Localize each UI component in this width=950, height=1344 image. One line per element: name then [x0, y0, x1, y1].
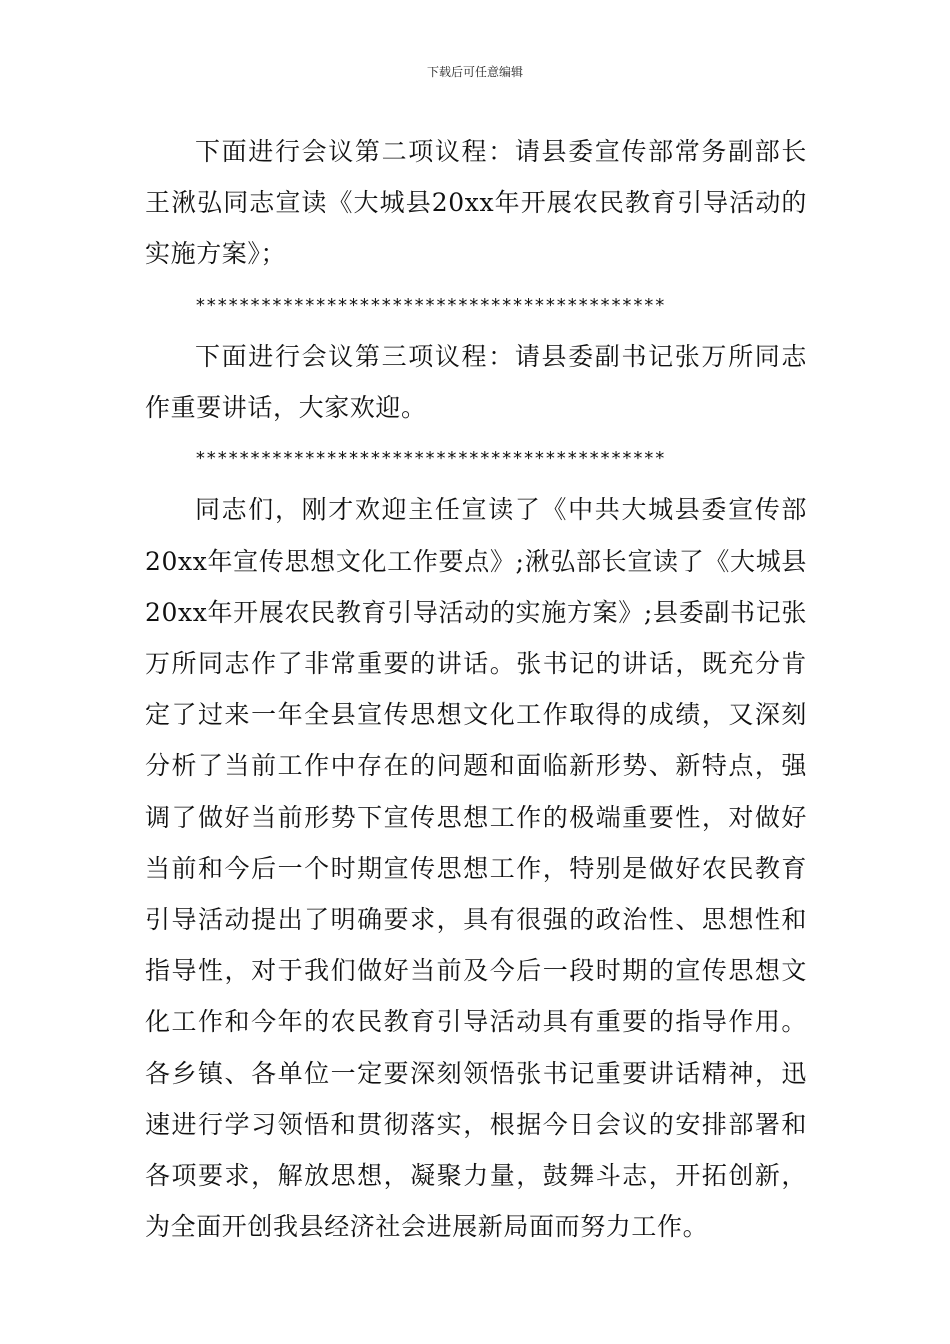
page-header-note: 下载后可任意编辑	[426, 65, 523, 79]
separator-line-2: *******************************************	[195, 448, 666, 470]
paragraph-closing-remarks: 同志们，刚才欢迎主任宣读了《中共大城县委宣传部20xx年宣传思想文化工作要点》;湫弘部长宣读了《大城县20xx年开展农民教育引导活动的实施方案》;县委副书记张万所同志作了非常重要的讲话。张书记的讲话，既充分肯定了过来一年全县宣传思想文化工作取得的成绩，又深刻分析了当前工作中存在的问题和面临新形势、新特点，强调了做好当前形势下宣传思想工作的极端重要性，对做好当前和今后一个时期宣传思想工作，特别是做好农民教育引导活动提出了明确要求，具有很强的政治性、思想性和指导性，对于我们做好当前及今后一段时期的宣传思想文化工作和今年的农民教育引导活动具有重要的指导作用。各乡镇、各单位一定要深刻领悟张书记重要讲话精神，迅速进行学习领悟和贯彻落实，根据今日会议的安排部署和各项要求，解放思想，凝聚力量，鼓舞斗志，开拓创新，为全面开创我县经济社会进展新局面而努力工作。	[145, 495, 807, 1242]
document-body	[145, 126, 807, 1252]
paragraph-agenda-item-2: 下面进行会议第二项议程：请县委宣传部常务副部长王湫弘同志宣读《大城县20xx年开展农民教育引导活动的实施方案》；	[145, 137, 807, 269]
separator-line-1: *******************************************	[195, 294, 666, 316]
paragraph-agenda-item-3: 下面进行会议第三项议程：请县委副书记张万所同志作重要讲话，大家欢迎。	[145, 341, 807, 423]
